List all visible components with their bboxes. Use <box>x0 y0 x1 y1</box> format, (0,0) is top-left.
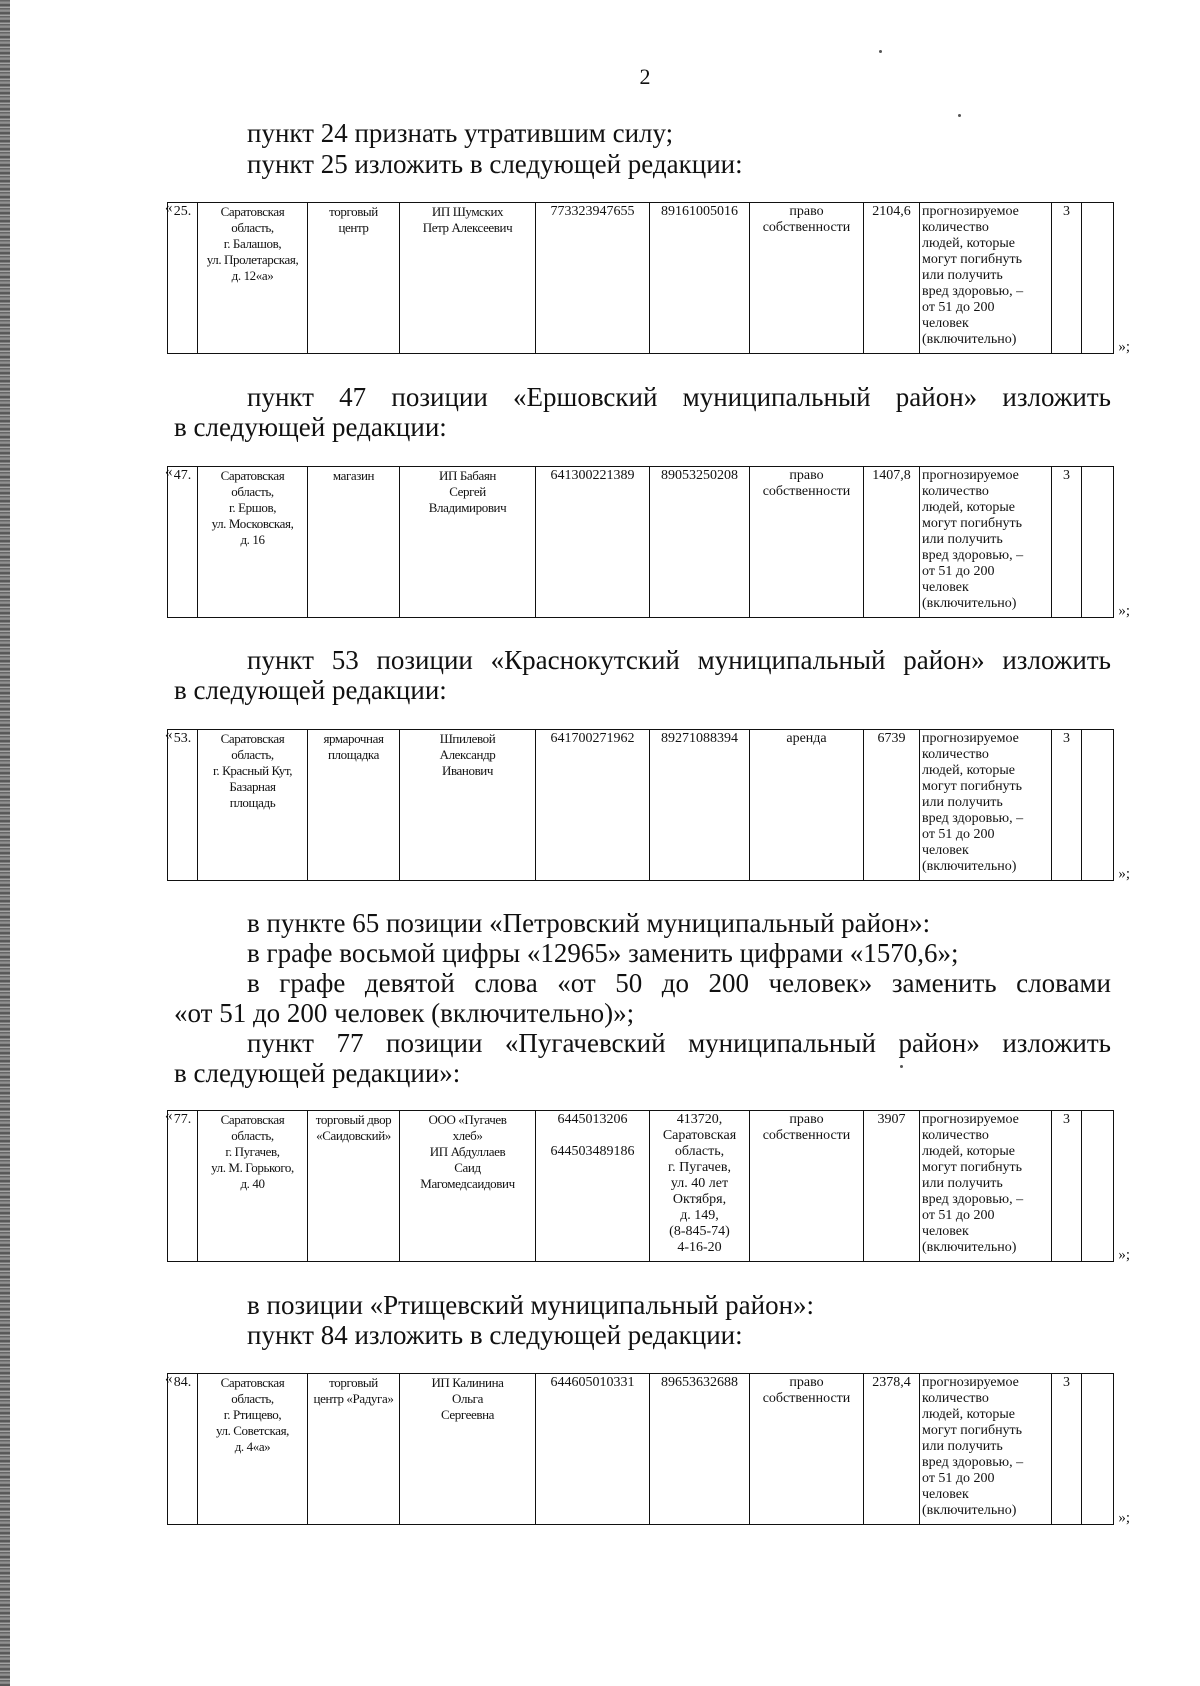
table-row <box>168 203 1114 354</box>
cell-owner <box>400 1374 536 1525</box>
paragraph-column8: в графе восьмой цифры «12965» заменить цифрами «1570,6»; <box>247 938 959 968</box>
cell-line: или получить <box>922 532 1003 547</box>
cell-line: могут погибнуть <box>922 1423 1023 1438</box>
close-quote: »; <box>1118 339 1130 355</box>
cell-line: Ольга <box>452 1391 483 1406</box>
cell-line: 4-16-20 <box>677 1240 722 1255</box>
cell-line: человек <box>922 843 969 858</box>
cell-area <box>864 1111 920 1262</box>
cell-line: людей, которые <box>922 500 1016 515</box>
cell-text: 3 <box>1063 468 1070 483</box>
cell-line: Владимирович <box>428 500 507 515</box>
cell-line: человек <box>922 316 969 331</box>
cell-line: вред здоровью, – <box>922 811 1024 826</box>
cell-consequences <box>920 1374 1052 1525</box>
cell-line: от 51 до 200 <box>922 1471 995 1486</box>
cell-line: прогнозируемое <box>922 204 1019 219</box>
paragraph-item-84: пункт 84 изложить в следующей редакции: <box>247 1320 743 1350</box>
cell-area <box>864 203 920 354</box>
cell-line: людей, которые <box>922 236 1016 251</box>
cell-line: 89271088394 <box>661 731 738 746</box>
cell-category <box>1052 203 1082 354</box>
cell-line: Саратовская <box>220 204 285 219</box>
cell-line: 89053250208 <box>661 468 738 483</box>
cell-line: или получить <box>922 1176 1003 1191</box>
table-row <box>168 1111 1114 1262</box>
cell-line: (включительно) <box>922 1503 1017 1518</box>
scan-edge <box>0 0 10 1686</box>
cell-inn <box>536 1111 650 1262</box>
cell-area <box>864 467 920 618</box>
close-quote: »; <box>1118 866 1130 882</box>
cell-line: от 51 до 200 <box>922 300 995 315</box>
cell-line: людей, которые <box>922 763 1016 778</box>
cell-line: область, <box>231 220 274 235</box>
cell-line: вред здоровью, – <box>922 548 1024 563</box>
cell-line: Базарная <box>229 779 276 794</box>
cell-line: 413720, <box>676 1112 723 1127</box>
paragraph-item-47-line2: в следующей редакции: <box>174 412 447 442</box>
cell-line: Саратовская <box>220 1112 285 1127</box>
cell-line: ИП Абдуллаев <box>429 1144 506 1159</box>
cell-text: 6739 <box>877 731 906 746</box>
cell-line: могут погибнуть <box>922 779 1023 794</box>
cell-contact <box>650 730 750 881</box>
cell-line: или получить <box>922 795 1003 810</box>
cell-line: прогнозируемое <box>922 1112 1019 1127</box>
table-row <box>168 1374 1114 1525</box>
cell-text: 3 <box>1063 1112 1070 1127</box>
cell-right <box>750 1374 864 1525</box>
cell-line: людей, которые <box>922 1144 1016 1159</box>
cell-object-type <box>308 730 400 881</box>
cell-line: г. Пугачев, <box>225 1144 280 1159</box>
cell-line: центр «Радуга» <box>313 1391 394 1406</box>
cell-line: д. 12«а» <box>231 268 274 283</box>
cell-line: ярмарочная <box>323 731 384 746</box>
close-quote: »; <box>1118 603 1130 619</box>
cell-line: количество <box>922 220 989 235</box>
cell-category <box>1052 467 1082 618</box>
cell-consequences <box>920 467 1052 618</box>
cell-line: ул. Московская, <box>211 516 294 531</box>
record-table-84 <box>165 1371 1130 1526</box>
record-table-25 <box>165 200 1130 355</box>
cell-line: могут погибнуть <box>922 516 1023 531</box>
cell-line: (включительно) <box>922 1240 1017 1255</box>
cell-line: область, <box>231 1128 274 1143</box>
cell-address <box>198 203 308 354</box>
cell-line: количество <box>922 1128 989 1143</box>
cell-line: право <box>789 468 824 483</box>
record-table-77 <box>165 1108 1130 1263</box>
scan-speck <box>900 1065 903 1068</box>
paragraph-item-25: пункт 25 изложить в следующей редакции: <box>247 149 743 179</box>
cell-line: людей, которые <box>922 1407 1016 1422</box>
cell-right <box>750 203 864 354</box>
cell-line: вред здоровью, – <box>922 1455 1024 1470</box>
open-quote: « <box>165 727 173 743</box>
cell-line: д. 40 <box>240 1176 265 1191</box>
paragraph-item-53-line2: в следующей редакции: <box>174 675 447 705</box>
cell-line: ул. Пролетарская, <box>206 252 299 267</box>
cell-line: Октября, <box>672 1192 727 1207</box>
paragraph-column9-line2: «от 51 до 200 человек (включительно)»; <box>174 998 635 1028</box>
cell-contact <box>650 1111 750 1262</box>
cell-line: от 51 до 200 <box>922 827 995 842</box>
cell-area <box>864 1374 920 1525</box>
cell-text: 25. <box>173 204 192 219</box>
cell-object-type <box>308 203 400 354</box>
cell-line: прогнозируемое <box>922 731 1019 746</box>
record-table <box>167 729 1114 881</box>
cell-line: право <box>789 1112 824 1127</box>
cell-line: магазин <box>332 468 375 483</box>
cell-line: ИП Шумских <box>431 204 504 219</box>
cell-object-type <box>308 1374 400 1525</box>
cell-line: право <box>789 1375 824 1390</box>
cell-object-type <box>308 1111 400 1262</box>
cell-number <box>168 1111 198 1262</box>
cell-line: площадь <box>229 795 276 810</box>
open-quote: « <box>165 1371 173 1387</box>
cell-line: Саратовская <box>220 731 285 746</box>
cell-line: ООО «Пугачев <box>428 1112 507 1127</box>
record-table <box>167 466 1114 618</box>
cell-address <box>198 1374 308 1525</box>
cell-text: 53. <box>173 731 192 746</box>
cell-line: область, <box>674 1144 725 1159</box>
record-table-47 <box>165 464 1130 619</box>
cell-text: 3 <box>1063 204 1070 219</box>
cell-line: прогнозируемое <box>922 468 1019 483</box>
cell-owner <box>400 467 536 618</box>
cell-text: 1407,8 <box>872 468 911 483</box>
record-table-53 <box>165 727 1130 882</box>
cell-category <box>1052 1374 1082 1525</box>
cell-line: вред здоровью, – <box>922 1192 1024 1207</box>
cell-line: количество <box>922 1391 989 1406</box>
cell-line: 89161005016 <box>661 204 738 219</box>
cell-line: 6445013206 <box>557 1112 628 1127</box>
cell-line: Александр <box>439 747 496 762</box>
close-quote: »; <box>1118 1510 1130 1526</box>
cell-line: или получить <box>922 268 1003 283</box>
cell-text: 2104,6 <box>872 204 911 219</box>
page-number: 2 <box>639 64 651 89</box>
cell-line: (включительно) <box>922 332 1017 347</box>
cell-owner <box>400 730 536 881</box>
cell-inn <box>536 1374 650 1525</box>
open-quote: « <box>165 200 173 216</box>
cell-address <box>198 1111 308 1262</box>
cell-line: прогнозируемое <box>922 1375 1019 1390</box>
cell-number <box>168 467 198 618</box>
cell-inn <box>536 730 650 881</box>
cell-category <box>1052 730 1082 881</box>
cell-line: право <box>789 204 824 219</box>
cell-line: (включительно) <box>922 596 1017 611</box>
paragraph-item-65: в пункте 65 позиции «Петровский муниципальный район»: <box>247 908 931 938</box>
cell-contact <box>650 1374 750 1525</box>
cell-line: Саид <box>454 1160 481 1175</box>
cell-line: хлеб» <box>452 1128 483 1143</box>
cell-line: могут погибнуть <box>922 1160 1023 1175</box>
cell-line: 641700271962 <box>550 731 635 746</box>
cell-line: область, <box>231 484 274 499</box>
cell-inn <box>536 467 650 618</box>
cell-text: 47. <box>173 468 192 483</box>
cell-line: торговый <box>329 204 378 219</box>
record-table <box>167 1110 1114 1262</box>
cell-line: (8-845-74) <box>669 1224 730 1239</box>
cell-text: 3 <box>1063 731 1070 746</box>
table-row <box>168 730 1114 881</box>
cell-line: Иванович <box>441 763 493 778</box>
cell-line: г. Ртищево, <box>223 1407 282 1422</box>
cell-line: (включительно) <box>922 859 1017 874</box>
cell-text: 3 <box>1063 1375 1070 1390</box>
cell-consequences <box>920 1111 1052 1262</box>
cell-text: 2378,4 <box>872 1375 911 1390</box>
cell-line: область, <box>231 747 274 762</box>
cell-text: 77. <box>173 1112 192 1127</box>
cell-line: Саратовская <box>220 1375 285 1390</box>
cell-line: центр <box>338 220 369 235</box>
cell-line: собственности <box>762 1391 851 1406</box>
cell-right <box>750 467 864 618</box>
open-quote: « <box>165 1108 173 1124</box>
cell-line: вред здоровью, – <box>922 284 1024 299</box>
cell-line: могут погибнуть <box>922 252 1023 267</box>
cell-contact <box>650 467 750 618</box>
cell-line: Сергеевна <box>440 1407 495 1422</box>
cell-number <box>168 203 198 354</box>
cell-empty <box>1082 730 1114 881</box>
cell-line: 644503489186 <box>550 1144 635 1159</box>
cell-line: торговый двор <box>315 1112 392 1127</box>
paragraph-item-77-line2: в следующей редакции»: <box>174 1058 461 1088</box>
cell-line: 773323947655 <box>550 204 635 219</box>
cell-empty <box>1082 1111 1114 1262</box>
paragraph-column9-line1: в графе девятой слова «от 50 до 200 человек» заменить словами <box>247 968 1111 998</box>
cell-line: ул. Советская, <box>215 1423 290 1438</box>
cell-empty <box>1082 203 1114 354</box>
record-table <box>167 202 1114 354</box>
cell-line: от 51 до 200 <box>922 1208 995 1223</box>
cell-line: человек <box>922 1224 969 1239</box>
cell-area <box>864 730 920 881</box>
cell-line: Саратовская <box>662 1128 737 1143</box>
cell-line: д. 149, <box>680 1208 719 1223</box>
cell-line: Саратовская <box>220 468 285 483</box>
cell-line: г. Красный Кут, <box>212 763 293 778</box>
close-quote: »; <box>1118 1247 1130 1263</box>
cell-line: 644605010331 <box>550 1375 635 1390</box>
cell-inn <box>536 203 650 354</box>
cell-line: д. 16 <box>240 532 265 547</box>
cell-address <box>198 467 308 618</box>
cell-empty <box>1082 467 1114 618</box>
cell-line: Сергей <box>449 484 486 499</box>
cell-line: 641300221389 <box>550 468 635 483</box>
cell-line: от 51 до 200 <box>922 564 995 579</box>
cell-line <box>538 1128 647 1144</box>
cell-line: человек <box>922 1487 969 1502</box>
cell-line: ул. М. Горького, <box>211 1160 294 1175</box>
cell-line: г. Балашов, <box>223 236 282 251</box>
cell-line: д. 4«а» <box>234 1439 271 1454</box>
paragraph-item-77-line1: пункт 77 позиции «Пугачевский муниципальный район» изложить <box>247 1028 1111 1058</box>
paragraph-rtishchevo: в позиции «Ртищевский муниципальный район»: <box>247 1290 815 1320</box>
cell-line: площадка <box>327 747 380 762</box>
cell-owner <box>400 203 536 354</box>
cell-contact <box>650 203 750 354</box>
cell-line: ул. 40 лет <box>670 1176 729 1191</box>
cell-line: Магомедсаидович <box>420 1176 515 1191</box>
cell-line: собственности <box>762 220 851 235</box>
cell-owner <box>400 1111 536 1262</box>
cell-line: область, <box>231 1391 274 1406</box>
cell-number <box>168 1374 198 1525</box>
cell-line: ИП Бабаян <box>439 468 496 483</box>
cell-number <box>168 730 198 881</box>
cell-line: торговый <box>329 1375 378 1390</box>
cell-line: г. Ершов, <box>228 500 277 515</box>
cell-line: аренда <box>786 731 827 746</box>
cell-right <box>750 1111 864 1262</box>
cell-text: 84. <box>173 1375 192 1390</box>
cell-line: человек <box>922 580 969 595</box>
cell-consequences <box>920 730 1052 881</box>
cell-text: 3907 <box>877 1112 906 1127</box>
cell-object-type <box>308 467 400 618</box>
cell-line: количество <box>922 747 989 762</box>
paragraph-item-47-line1: пункт 47 позиции «Ершовский муниципальный район» изложить <box>247 382 1111 412</box>
scan-speck <box>879 50 882 53</box>
cell-line: количество <box>922 484 989 499</box>
cell-empty <box>1082 1374 1114 1525</box>
cell-line: собственности <box>762 484 851 499</box>
cell-line: Петр Алексеевич <box>422 220 513 235</box>
scan-speck <box>958 114 961 117</box>
cell-address <box>198 730 308 881</box>
cell-line: ИП Калинина <box>431 1375 504 1390</box>
paragraph-item-53-line1: пункт 53 позиции «Краснокутский муниципальный район» изложить <box>247 645 1111 675</box>
cell-line: г. Пугачев, <box>667 1160 732 1175</box>
cell-line: Шпилевой <box>439 731 496 746</box>
record-table <box>167 1373 1114 1525</box>
paragraph-item-24: пункт 24 признать утратившим силу; <box>247 118 674 148</box>
cell-right <box>750 730 864 881</box>
cell-line: 89653632688 <box>661 1375 738 1390</box>
cell-line: или получить <box>922 1439 1003 1454</box>
cell-category <box>1052 1111 1082 1262</box>
table-row <box>168 467 1114 618</box>
cell-line: собственности <box>762 1128 851 1143</box>
open-quote: « <box>165 464 173 480</box>
cell-consequences <box>920 203 1052 354</box>
cell-line: «Саидовский» <box>316 1128 391 1143</box>
